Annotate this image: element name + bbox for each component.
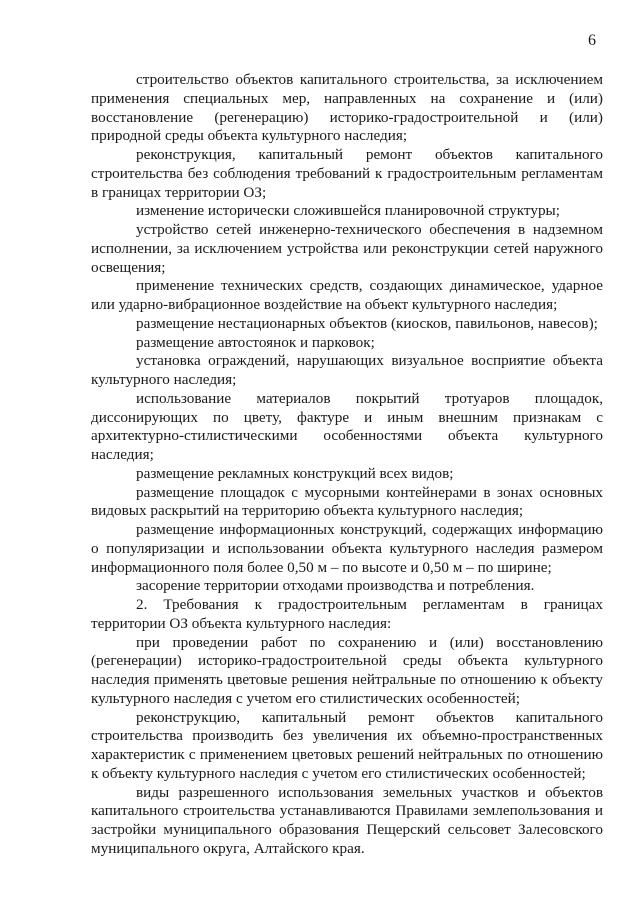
paragraph: размещение информационных конструкций, содержащих информацию о популяризации и использовании объекта культурного наследия размером информационного поля более 0,50 м – по высоте и 0,50 м – по ширине; bbox=[91, 521, 603, 576]
paragraph: реконструкцию, капитальный ремонт объектов капитального строительства производить без увеличения их объемно-пространственных характеристик с применением цветовых решений нейтральных по отношению к объекту культурного наследия с учетом его стилистических особенностей; bbox=[91, 708, 603, 782]
paragraph: реконструкция, капитальный ремонт объектов капитального строительства без соблюдения требований к градостроительным регламентам в границах территории ОЗ; bbox=[91, 146, 603, 201]
paragraph: размещение нестационарных объектов (киосков, павильонов, навесов); bbox=[136, 314, 598, 332]
paragraph: применение технических средств, создающих динамическое, ударное или ударно-вибрационное воздействие на объект культурного наследия; bbox=[91, 277, 603, 313]
paragraph: установка ограждений, нарушающих визуальное восприятие объекта культурного наследия; bbox=[91, 352, 603, 388]
paragraph: размещение площадок с мусорными контейнерами в зонах основных видовых раскрытий на территорию объекта культурного наследия; bbox=[91, 483, 603, 520]
paragraph: виды разрешенного использования земельных участков и объектов капитального строительства устанавливаются Правилами землепользования и застройки муниципального образования Пещерский сельсовет Залесовского муниципального округа, Алтайского края. bbox=[91, 783, 603, 857]
paragraph: размещение автостоянок и парковок; bbox=[136, 333, 375, 351]
paragraph: размещение рекламных конструкций всех видов; bbox=[136, 464, 454, 482]
paragraph: использование материалов покрытий тротуаров площадок, диссонирующих по цвету, фактуре и иным внешним признакам с архитектурно-стилистическими особенностями объекта культурного наследия; bbox=[91, 389, 603, 463]
paragraph: при проведении работ по сохранению и (или) восстановлению (регенерации) историко-градостроительной среды объекта культурного наследия применять цветовые решения нейтральные по отношению к объекту культурного наследия с учетом его стилистических особенностей; bbox=[91, 633, 603, 707]
paragraph: строительство объектов капитального строительства, за исключением применения специальных мер, направленных на сохранение и (или) восстановление (регенерацию) историко-градостроительной и (или) природной среды объекта культурного наследия; bbox=[91, 71, 603, 145]
paragraph: изменение исторически сложившейся планировочной структуры; bbox=[136, 202, 560, 220]
paragraph: устройство сетей инженерно-технического обеспечения в надземном исполнении, за исключением устройства или реконструкции сетей наружного освещения; bbox=[91, 221, 603, 276]
paragraph: засорение территории отходами производства и потребления. bbox=[136, 577, 535, 595]
section-heading-paragraph: 2. Требования к градостроительным регламентам в границах территории ОЗ объекта культурного наследия: bbox=[91, 596, 603, 632]
document-body bbox=[91, 71, 603, 859]
page-number: 6 bbox=[588, 32, 596, 49]
